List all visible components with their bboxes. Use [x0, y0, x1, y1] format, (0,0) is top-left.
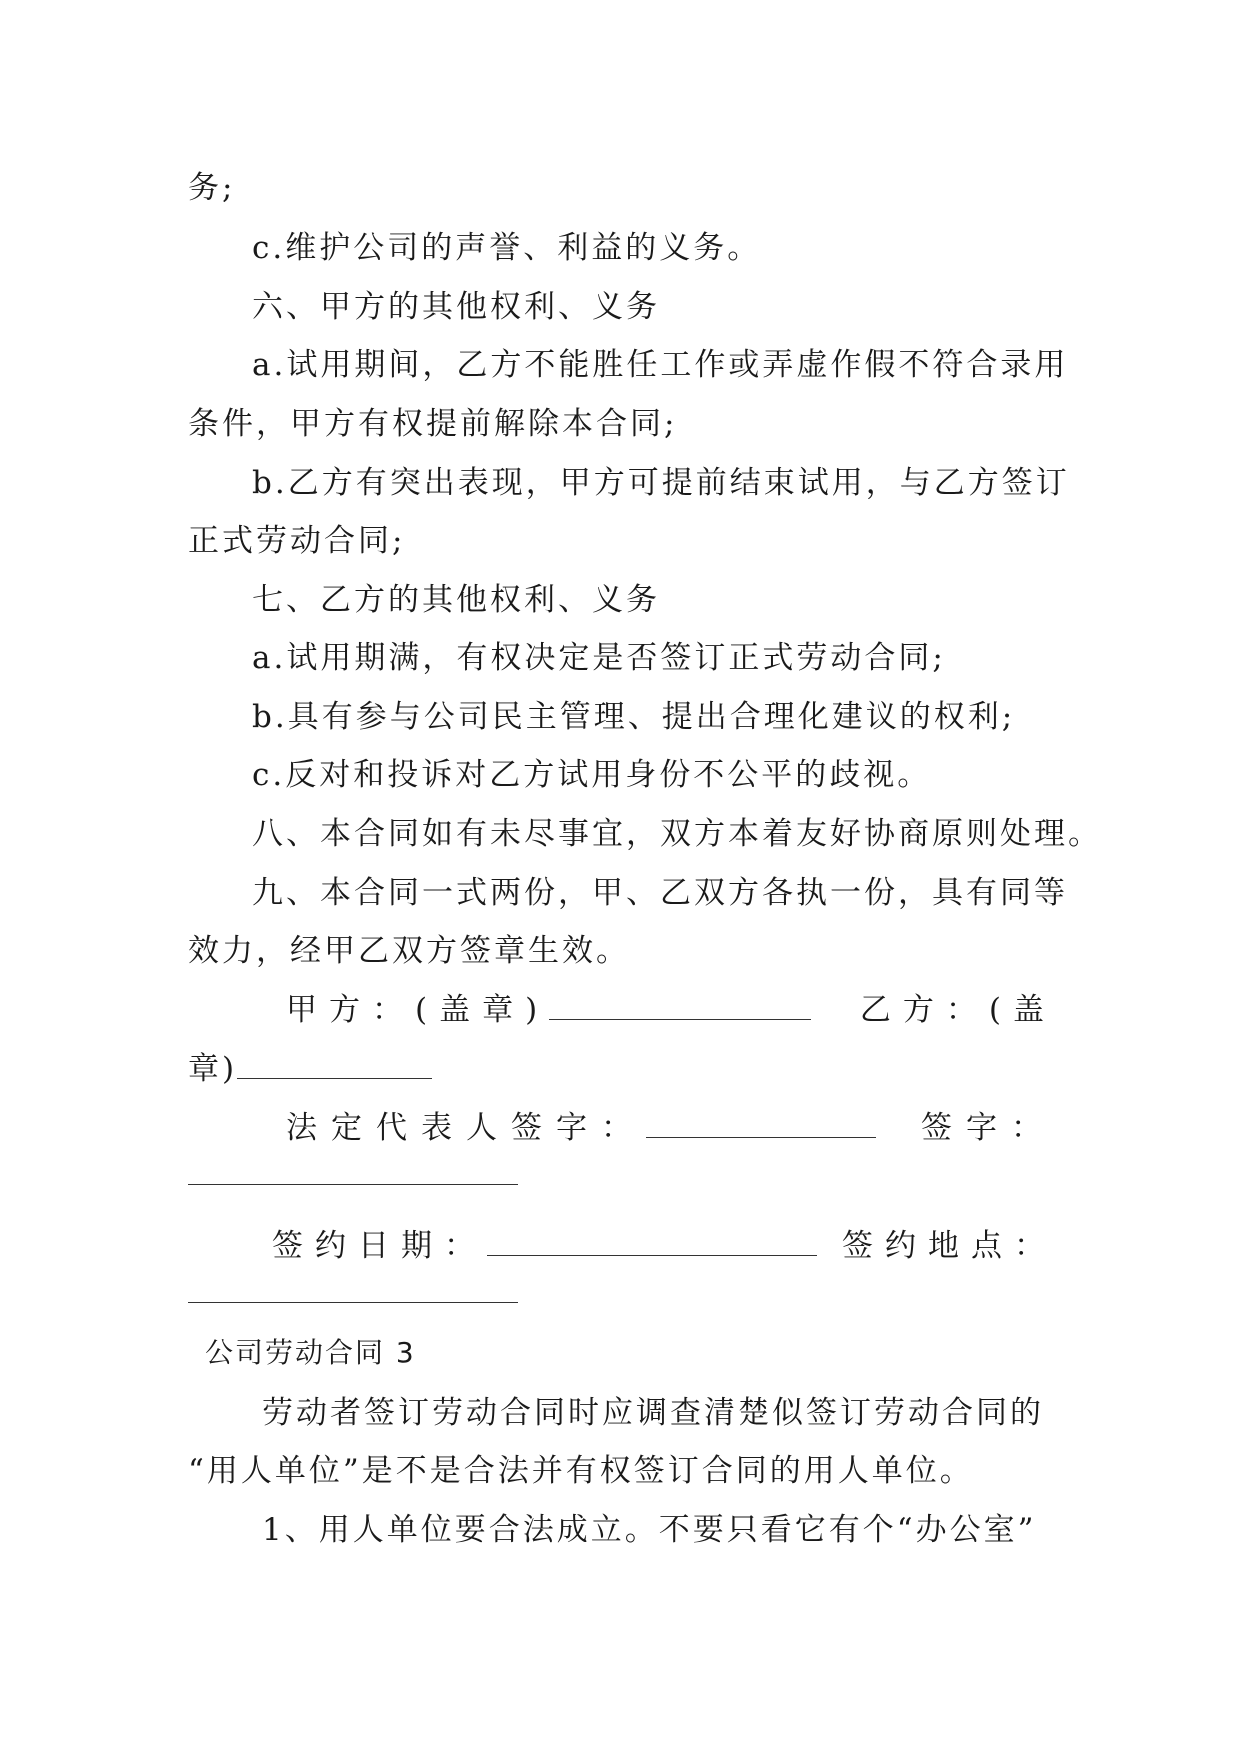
paragraph-text: 正式劳动合同;	[188, 523, 406, 559]
party-b-seal-row	[188, 1049, 1058, 1089]
paragraph-text: 条件，甲方有权提前解除本合同;	[188, 406, 678, 442]
place-label: 签约地点：	[842, 1228, 1057, 1264]
party-b-blank	[237, 1052, 432, 1079]
section-title: 公司劳动合同 3	[205, 1336, 416, 1369]
paragraph-text: 劳动者签订劳动合同时应调查清楚似签订劳动合同的	[262, 1395, 1044, 1431]
party-a-blank	[549, 993, 811, 1020]
sign-label: 签字：	[921, 1110, 1056, 1146]
party-a-seal-row	[286, 990, 1056, 1030]
place-blank	[188, 1301, 518, 1303]
party-a-label: 甲方：(盖章)	[286, 992, 550, 1028]
paragraph-text: c.维护公司的声誉、利益的义务。	[252, 230, 762, 266]
section-heading: 六、甲方的其他权利、义务	[252, 289, 660, 325]
paragraph-text: 效力，经甲乙双方签章生效。	[188, 933, 630, 969]
date-label: 签约日期：	[272, 1228, 487, 1264]
legal-rep-blank	[646, 1111, 876, 1138]
legal-rep-row	[286, 1108, 1056, 1148]
paragraph-text: a.试用期满，有权决定是否签订正式劳动合同;	[252, 640, 946, 676]
legal-rep-label: 法定代表人签字：	[286, 1110, 646, 1146]
paragraph-text: 九、本合同一式两份，甲、乙双方各执一份，具有同等	[252, 875, 1068, 911]
paragraph-text: “用人单位”是不是合法并有权签订合同的用人单位。	[188, 1453, 974, 1489]
paragraph-text: 务;	[188, 170, 236, 206]
paragraph-text: b.乙方有突出表现，甲方可提前结束试用，与乙方签订	[252, 465, 1070, 501]
sign-blank	[188, 1183, 518, 1185]
paragraph-text: a.试用期间，乙方不能胜任工作或弄虚作假不符合录用	[252, 347, 1069, 383]
party-b-label-cont: 章)	[188, 1051, 238, 1087]
party-b-label: 乙方：(盖	[859, 992, 1056, 1028]
paragraph-text: 八、本合同如有未尽事宜，双方本着友好协商原则处理。	[252, 816, 1102, 852]
date-place-row	[272, 1226, 1057, 1266]
paragraph-text: c.反对和投诉对乙方试用身份不公平的歧视。	[252, 757, 932, 793]
paragraph-text: b.具有参与公司民主管理、提出合理化建议的权利;	[252, 699, 1016, 735]
section-heading: 七、乙方的其他权利、义务	[252, 582, 660, 618]
paragraph-text: 1、用人单位要合法成立。不要只看它有个“办公室”	[262, 1512, 1037, 1548]
date-blank	[487, 1229, 817, 1256]
